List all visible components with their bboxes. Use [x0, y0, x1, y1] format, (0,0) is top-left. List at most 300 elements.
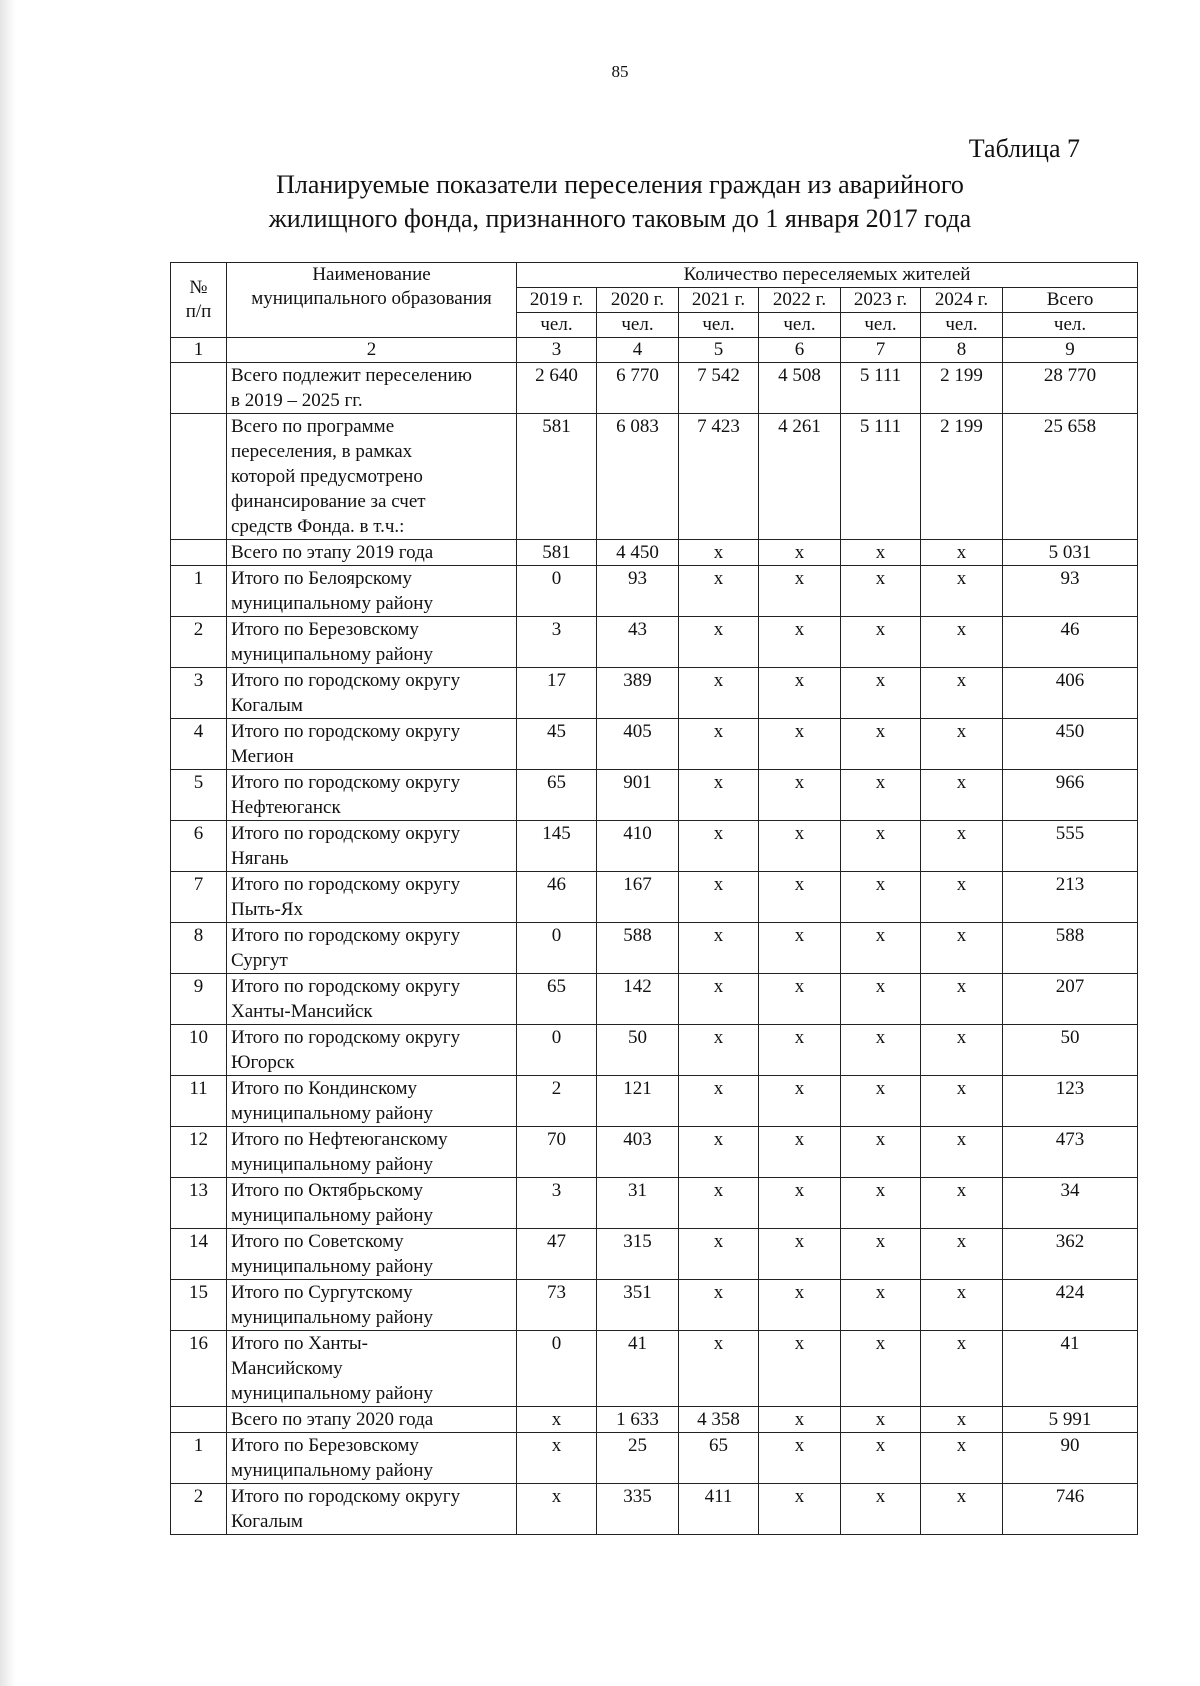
table-row — [171, 1280, 1138, 1331]
municipality-name-line: Итого по Ханты- — [231, 1333, 368, 1354]
year-value: x — [679, 1178, 759, 1229]
year-value: 0 — [517, 1331, 597, 1407]
year-value: x — [759, 821, 841, 872]
row-number — [171, 363, 227, 414]
year-value: x — [759, 770, 841, 821]
year-value: x — [759, 1331, 841, 1407]
column-number: 4 — [597, 338, 679, 363]
year-value: x — [921, 566, 1003, 617]
table-row — [171, 1127, 1138, 1178]
total-value: 555 — [1003, 821, 1138, 872]
year-value: x — [759, 923, 841, 974]
municipality-name — [227, 923, 517, 974]
year-value: x — [759, 617, 841, 668]
year-value: x — [759, 1484, 841, 1535]
municipality-name-line: Мансийскому — [231, 1358, 343, 1379]
year-value: 47 — [517, 1229, 597, 1280]
municipality-name — [227, 1280, 517, 1331]
year-value: 335 — [597, 1484, 679, 1535]
year-value: x — [679, 770, 759, 821]
table-row — [171, 821, 1138, 872]
total-value: 46 — [1003, 617, 1138, 668]
year-value: 581 — [517, 540, 597, 566]
header-unit: чел. — [679, 313, 759, 338]
column-number: 6 — [759, 338, 841, 363]
total-value: 34 — [1003, 1178, 1138, 1229]
year-value: x — [921, 1076, 1003, 1127]
header-year: Всего — [1003, 288, 1138, 313]
year-value: 901 — [597, 770, 679, 821]
year-value: x — [679, 540, 759, 566]
municipality-name-line: Ханты-Мансийск — [231, 1001, 373, 1022]
total-value: 90 — [1003, 1433, 1138, 1484]
year-value: 17 — [517, 668, 597, 719]
total-value: 746 — [1003, 1484, 1138, 1535]
year-value: x — [679, 974, 759, 1025]
municipality-name-line: Итого по Октябрьскому — [231, 1180, 423, 1201]
header-unit: чел. — [1003, 313, 1138, 338]
total-value: 5 991 — [1003, 1407, 1138, 1433]
total-value: 123 — [1003, 1076, 1138, 1127]
table-row — [171, 872, 1138, 923]
municipality-name — [227, 566, 517, 617]
header-num — [171, 263, 227, 338]
municipality-name-line: Итого по городскому округу — [231, 721, 461, 742]
year-value: x — [841, 923, 921, 974]
total-value: 25 658 — [1003, 414, 1138, 540]
year-value: x — [841, 1407, 921, 1433]
header-year: 2022 г. — [759, 288, 841, 313]
year-value: 581 — [517, 414, 597, 540]
municipality-name-line: Пыть-Ях — [231, 899, 303, 920]
municipality-name-line: муниципальному району — [231, 1205, 433, 1226]
year-value: 0 — [517, 1025, 597, 1076]
municipality-name-line: муниципальному району — [231, 1307, 433, 1328]
year-value: x — [679, 1331, 759, 1407]
year-value: x — [841, 668, 921, 719]
year-value: x — [679, 1025, 759, 1076]
year-value: x — [921, 1127, 1003, 1178]
year-value: x — [759, 1127, 841, 1178]
year-value: x — [921, 821, 1003, 872]
municipality-name-line: муниципальному району — [231, 1103, 433, 1124]
municipality-name-line: Всего по этапу 2020 года — [231, 1409, 434, 1430]
table-row — [171, 923, 1138, 974]
year-value: x — [921, 770, 1003, 821]
year-value: 0 — [517, 566, 597, 617]
total-value: 473 — [1003, 1127, 1138, 1178]
table-row — [171, 974, 1138, 1025]
table-row — [171, 1484, 1138, 1535]
municipality-name-line: Нягань — [231, 848, 289, 869]
total-value: 93 — [1003, 566, 1138, 617]
total-value: 362 — [1003, 1229, 1138, 1280]
row-number — [171, 1407, 227, 1433]
municipality-name-line: Всего по программе — [231, 416, 395, 437]
year-value: x — [841, 1331, 921, 1407]
year-value: 0 — [517, 923, 597, 974]
municipality-name-line: Итого по городскому округу — [231, 976, 461, 997]
year-value: 45 — [517, 719, 597, 770]
header-num-line: п/п — [185, 301, 212, 322]
year-value: 2 640 — [517, 363, 597, 414]
year-value: x — [841, 1484, 921, 1535]
year-value: x — [679, 668, 759, 719]
total-value: 450 — [1003, 719, 1138, 770]
municipality-name-line: Итого по Березовскому — [231, 619, 419, 640]
year-value: 405 — [597, 719, 679, 770]
total-value: 28 770 — [1003, 363, 1138, 414]
municipality-name-line: Итого по Белоярскому — [231, 568, 412, 589]
municipality-name-line: муниципальному району — [231, 1154, 433, 1175]
municipality-name — [227, 1025, 517, 1076]
year-value: 121 — [597, 1076, 679, 1127]
year-value: 410 — [597, 821, 679, 872]
year-value: 43 — [597, 617, 679, 668]
year-value: 5 111 — [841, 414, 921, 540]
year-value: x — [841, 1127, 921, 1178]
row-number: 3 — [171, 668, 227, 719]
total-value: 213 — [1003, 872, 1138, 923]
year-value: 2 199 — [921, 414, 1003, 540]
table-row — [171, 363, 1138, 414]
year-value: 403 — [597, 1127, 679, 1178]
title-line: жилищного фонда, признанного таковым до 1 января 2017 года — [268, 204, 972, 233]
municipality-name-line: Сургут — [231, 950, 288, 971]
year-value: 5 111 — [841, 363, 921, 414]
municipality-name-line: Всего по этапу 2019 года — [231, 542, 434, 563]
total-value: 966 — [1003, 770, 1138, 821]
year-value: x — [759, 974, 841, 1025]
table-body — [171, 363, 1138, 1535]
year-value: x — [759, 1280, 841, 1331]
municipality-name-line: Итого по городскому округу — [231, 1486, 461, 1507]
year-value: 389 — [597, 668, 679, 719]
year-value: 3 — [517, 1178, 597, 1229]
municipality-name — [227, 974, 517, 1025]
municipality-name — [227, 872, 517, 923]
year-value: x — [759, 1178, 841, 1229]
year-value: x — [921, 1025, 1003, 1076]
municipality-name — [227, 363, 517, 414]
table-row — [171, 1331, 1138, 1407]
municipality-name — [227, 617, 517, 668]
year-value: x — [759, 1025, 841, 1076]
municipality-name-line: переселения, в рамках — [231, 441, 413, 462]
year-value: x — [759, 668, 841, 719]
year-value: x — [921, 1484, 1003, 1535]
row-number: 14 — [171, 1229, 227, 1280]
year-value: x — [759, 719, 841, 770]
header-unit: чел. — [517, 313, 597, 338]
year-value: 588 — [597, 923, 679, 974]
table-row — [171, 770, 1138, 821]
year-value: 73 — [517, 1280, 597, 1331]
row-number: 1 — [171, 1433, 227, 1484]
year-value: 4 261 — [759, 414, 841, 540]
year-value: x — [921, 872, 1003, 923]
municipality-name-line: Итого по Березовскому — [231, 1435, 419, 1456]
year-value: x — [679, 1076, 759, 1127]
year-value: x — [841, 974, 921, 1025]
row-number: 2 — [171, 617, 227, 668]
table-row — [171, 414, 1138, 540]
table-row — [171, 1433, 1138, 1484]
table-row — [171, 1407, 1138, 1433]
year-value: 4 508 — [759, 363, 841, 414]
year-value: x — [679, 1127, 759, 1178]
municipality-name — [227, 1178, 517, 1229]
year-value: x — [841, 1025, 921, 1076]
municipality-name-line: Итого по городскому округу — [231, 874, 461, 895]
year-value: 6 770 — [597, 363, 679, 414]
year-value: 145 — [517, 821, 597, 872]
municipality-name-line: которой предусмотрено — [231, 466, 423, 487]
year-value: 65 — [517, 770, 597, 821]
row-number: 9 — [171, 974, 227, 1025]
municipality-name-line: средств Фонда. в т.ч.: — [231, 516, 405, 537]
year-value: x — [921, 1178, 1003, 1229]
row-number: 10 — [171, 1025, 227, 1076]
table-row — [171, 1025, 1138, 1076]
municipality-name — [227, 1331, 517, 1407]
year-value: x — [517, 1407, 597, 1433]
municipality-name-line: Итого по Кондинскому — [231, 1078, 418, 1099]
year-value: x — [841, 1433, 921, 1484]
header-unit: чел. — [597, 313, 679, 338]
year-value: 65 — [517, 974, 597, 1025]
year-value: x — [841, 566, 921, 617]
municipality-name-line: муниципальному району — [231, 1256, 433, 1277]
column-number: 5 — [679, 338, 759, 363]
year-value: 25 — [597, 1433, 679, 1484]
year-value: 7 423 — [679, 414, 759, 540]
total-value: 406 — [1003, 668, 1138, 719]
year-value: x — [517, 1484, 597, 1535]
year-value: x — [921, 1229, 1003, 1280]
municipality-name-line: муниципальному району — [231, 1460, 433, 1481]
year-value: 2 199 — [921, 363, 1003, 414]
total-value: 41 — [1003, 1331, 1138, 1407]
year-value: x — [921, 1331, 1003, 1407]
header-year: 2024 г. — [921, 288, 1003, 313]
year-value: x — [679, 923, 759, 974]
table-row — [171, 668, 1138, 719]
year-value: x — [921, 719, 1003, 770]
year-value: x — [841, 1229, 921, 1280]
table-row — [171, 566, 1138, 617]
column-number: 2 — [227, 338, 517, 363]
year-value: 4 358 — [679, 1407, 759, 1433]
row-number: 12 — [171, 1127, 227, 1178]
year-value: 411 — [679, 1484, 759, 1535]
year-value: 65 — [679, 1433, 759, 1484]
municipality-name — [227, 1127, 517, 1178]
municipality-name — [227, 770, 517, 821]
year-value: x — [921, 617, 1003, 668]
column-number: 9 — [1003, 338, 1138, 363]
municipality-name-line: Итого по городскому округу — [231, 925, 461, 946]
year-value: x — [759, 1433, 841, 1484]
row-number: 15 — [171, 1280, 227, 1331]
year-value: x — [517, 1433, 597, 1484]
year-value: 31 — [597, 1178, 679, 1229]
header-year: 2023 г. — [841, 288, 921, 313]
municipality-name-line: Когалым — [231, 1511, 303, 1532]
year-value: 315 — [597, 1229, 679, 1280]
header-unit: чел. — [759, 313, 841, 338]
municipality-name — [227, 540, 517, 566]
municipality-name-line: Итого по городскому округу — [231, 823, 461, 844]
header-unit: чел. — [921, 313, 1003, 338]
municipality-name — [227, 1433, 517, 1484]
municipality-name-line: Итого по городскому округу — [231, 1027, 461, 1048]
year-value: x — [841, 617, 921, 668]
municipality-name — [227, 414, 517, 540]
municipality-name-line: финансирование за счет — [231, 491, 426, 512]
year-value: x — [679, 872, 759, 923]
year-value: x — [841, 770, 921, 821]
year-value: 50 — [597, 1025, 679, 1076]
year-value: 4 450 — [597, 540, 679, 566]
year-value: x — [841, 872, 921, 923]
municipality-name-line: Итого по Нефтеюганскому — [231, 1129, 448, 1150]
year-value: x — [921, 540, 1003, 566]
municipality-name-line: муниципальному району — [231, 1383, 433, 1404]
row-number — [171, 414, 227, 540]
row-number: 11 — [171, 1076, 227, 1127]
municipality-name — [227, 1076, 517, 1127]
header-name-line: муниципального образования — [251, 288, 492, 309]
row-number: 1 — [171, 566, 227, 617]
total-value: 207 — [1003, 974, 1138, 1025]
year-value: 46 — [517, 872, 597, 923]
header-group: Количество переселяемых жителей — [517, 263, 1138, 288]
year-value: x — [679, 566, 759, 617]
scan-edge — [0, 0, 16, 1686]
year-value: 1 633 — [597, 1407, 679, 1433]
header-year: 2020 г. — [597, 288, 679, 313]
row-number: 6 — [171, 821, 227, 872]
row-number: 16 — [171, 1331, 227, 1407]
header-name — [227, 263, 517, 338]
header-unit: чел. — [841, 313, 921, 338]
total-value: 424 — [1003, 1280, 1138, 1331]
table-row — [171, 540, 1138, 566]
table-row — [171, 1229, 1138, 1280]
header-year: 2021 г. — [679, 288, 759, 313]
year-value: x — [759, 540, 841, 566]
row-number: 8 — [171, 923, 227, 974]
year-value: x — [921, 923, 1003, 974]
resettlement-table — [170, 262, 1138, 1535]
row-number: 13 — [171, 1178, 227, 1229]
year-value: 142 — [597, 974, 679, 1025]
year-value: 167 — [597, 872, 679, 923]
year-value: x — [921, 1280, 1003, 1331]
year-value: x — [759, 872, 841, 923]
table-row — [171, 1178, 1138, 1229]
header-num-line: № — [189, 277, 208, 298]
year-value: x — [921, 974, 1003, 1025]
municipality-name-line: Всего подлежит переселению — [231, 365, 472, 386]
year-value: x — [679, 617, 759, 668]
municipality-name-line: в 2019 – 2025 гг. — [231, 390, 363, 411]
municipality-name — [227, 1484, 517, 1535]
year-value: x — [759, 1407, 841, 1433]
year-value: x — [759, 1229, 841, 1280]
document-title — [220, 168, 1020, 236]
table-row — [171, 1076, 1138, 1127]
year-value: 93 — [597, 566, 679, 617]
row-number: 7 — [171, 872, 227, 923]
municipality-name — [227, 719, 517, 770]
year-value: x — [841, 1076, 921, 1127]
year-value: x — [921, 1433, 1003, 1484]
row-number: 4 — [171, 719, 227, 770]
title-line: Планируемые показатели переселения граждан из аварийного — [276, 170, 964, 199]
municipality-name — [227, 1407, 517, 1433]
year-value: 3 — [517, 617, 597, 668]
year-value: x — [759, 1076, 841, 1127]
table-row — [171, 719, 1138, 770]
year-value: 7 542 — [679, 363, 759, 414]
row-number: 5 — [171, 770, 227, 821]
year-value: x — [679, 1229, 759, 1280]
column-number: 7 — [841, 338, 921, 363]
year-value: x — [841, 719, 921, 770]
total-value: 5 031 — [1003, 540, 1138, 566]
year-value: x — [921, 668, 1003, 719]
municipality-name — [227, 821, 517, 872]
municipality-name — [227, 1229, 517, 1280]
header-year: 2019 г. — [517, 288, 597, 313]
year-value: x — [679, 1280, 759, 1331]
table-row — [171, 617, 1138, 668]
row-number — [171, 540, 227, 566]
municipality-name-line: Когалым — [231, 695, 303, 716]
year-value: 2 — [517, 1076, 597, 1127]
year-value: x — [679, 719, 759, 770]
year-value: x — [841, 821, 921, 872]
municipality-name — [227, 668, 517, 719]
year-value: x — [921, 1407, 1003, 1433]
year-value: 6 083 — [597, 414, 679, 540]
year-value: x — [841, 1280, 921, 1331]
year-value: x — [759, 566, 841, 617]
total-value: 588 — [1003, 923, 1138, 974]
column-number: 1 — [171, 338, 227, 363]
year-value: 70 — [517, 1127, 597, 1178]
year-value: 351 — [597, 1280, 679, 1331]
municipality-name-line: Итого по Советскому — [231, 1231, 404, 1252]
column-number: 3 — [517, 338, 597, 363]
total-value: 50 — [1003, 1025, 1138, 1076]
municipality-name-line: муниципальному району — [231, 593, 433, 614]
table-label: Таблица 7 — [968, 134, 1080, 163]
page-number: 85 — [611, 62, 629, 81]
year-value: x — [841, 540, 921, 566]
year-value: 41 — [597, 1331, 679, 1407]
municipality-name-line: Нефтеюганск — [231, 797, 341, 818]
municipality-name-line: Итого по городскому округу — [231, 670, 461, 691]
column-number: 8 — [921, 338, 1003, 363]
header-name-line: Наименование — [312, 264, 431, 285]
municipality-name-line: муниципальному району — [231, 644, 433, 665]
municipality-name-line: Мегион — [231, 746, 294, 767]
row-number: 2 — [171, 1484, 227, 1535]
municipality-name-line: Итого по городскому округу — [231, 772, 461, 793]
